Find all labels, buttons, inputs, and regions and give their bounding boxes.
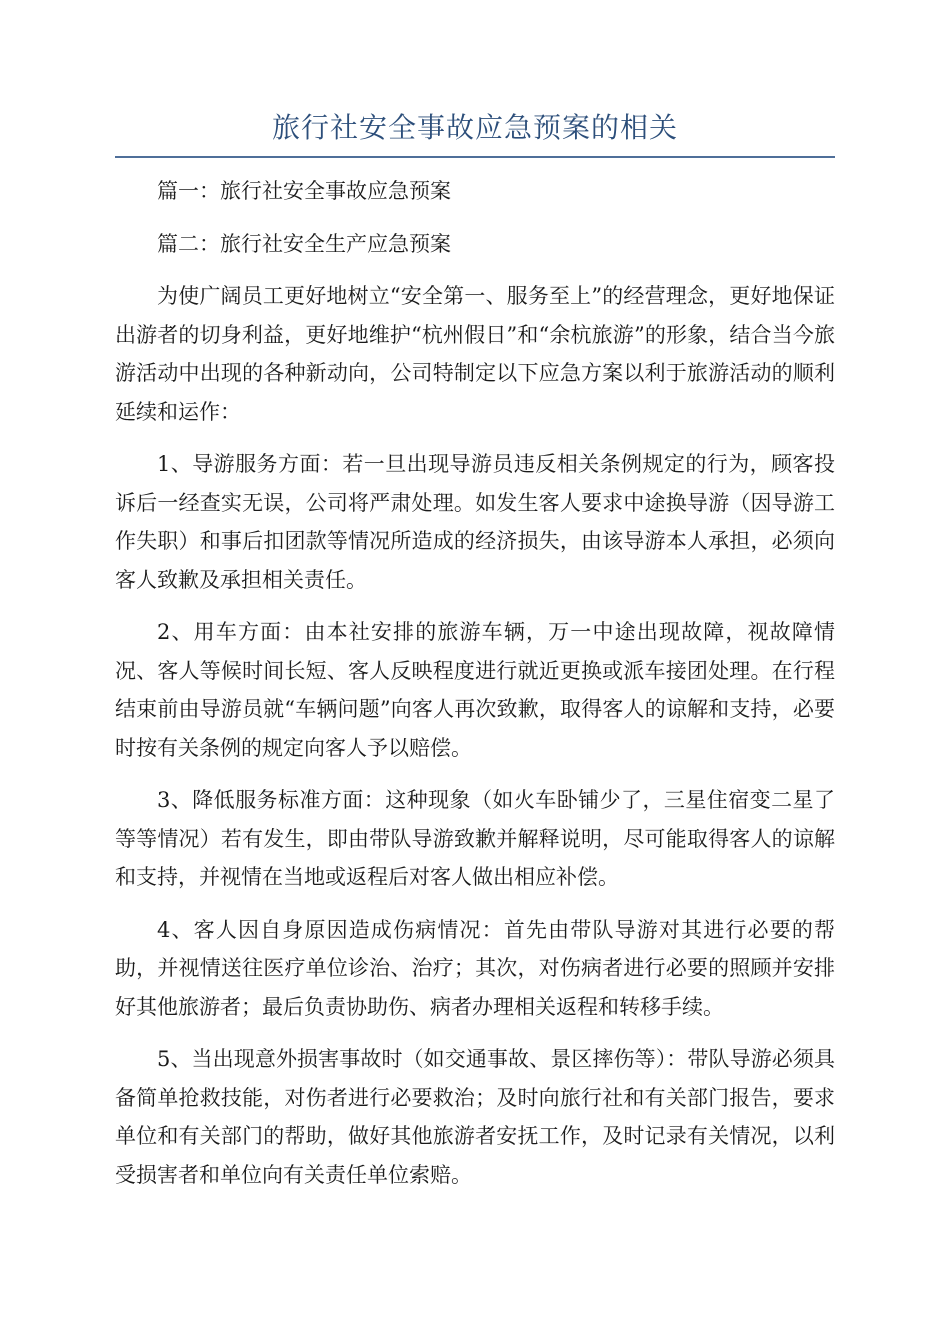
document-body — [115, 172, 835, 1208]
paragraph-intro: 为使广阔员工更好地树立“安全第一、服务至上”的经营理念，更好地保证出游者的切身利益，更好地维护“杭州假日”和“余杭旅游”的形象，结合当今旅游活动中出现的各种新动向，公司特制定以下应急方案以利于旅游活动的顺利延续和运作： — [115, 284, 835, 424]
title-block — [115, 108, 835, 158]
paragraph-item-5: 5、当出现意外损害事故时（如交通事故、景区摔伤等）：带队导游必须具备简单抢救技能，对伤者进行必要救治；及时向旅行社和有关部门报告，要求单位和有关部门的帮助，做好其他旅游者安抚工作，及时记录有关情况，以利受损害者和单位向有关责任单位索赔。 — [115, 1047, 835, 1187]
paragraph-part-two: 篇二：旅行社安全生产应急预案 — [157, 231, 451, 256]
paragraph-item-2: 2、用车方面：由本社安排的旅游车辆，万一中途出现故障，视故障情况、客人等候时间长短、客人反映程度进行就近更换或派车接团处理。在行程结束前由导游员就“车辆问题”向客人再次致歉，取得客人的谅解和支持，必要时按有关条例的规定向客人予以赔偿。 — [115, 620, 835, 760]
paragraph-item-4: 4、客人因自身原因造成伤病情况：首先由带队导游对其进行必要的帮助，并视情送往医疗单位诊治、治疗；其次，对伤病者进行必要的照顾并安排好其他旅游者；最后负责协助伤、病者办理相关返程和转移手续。 — [115, 917, 835, 1019]
paragraph-item-1: 1、导游服务方面：若一旦出现导游员违反相关条例规定的行为，顾客投诉后一经查实无误，公司将严肃处理。如发生客人要求中途换导游（因导游工作失职）和事后扣团款等情况所造成的经济损失，由该导游本人承担，必须向客人致歉及承担相关责任。 — [115, 452, 835, 592]
paragraph-item-3: 3、降低服务标准方面：这种现象（如火车卧铺少了，三星住宿变二星了等等情况）若有发生，即由带队导游致歉并解释说明，尽可能取得客人的谅解和支持，并视情在当地或返程后对客人做出相应补偿。 — [115, 788, 835, 889]
page-title: 旅行社安全事故应急预案的相关 — [271, 111, 678, 144]
paragraph-part-one: 篇一：旅行社安全事故应急预案 — [157, 179, 451, 203]
